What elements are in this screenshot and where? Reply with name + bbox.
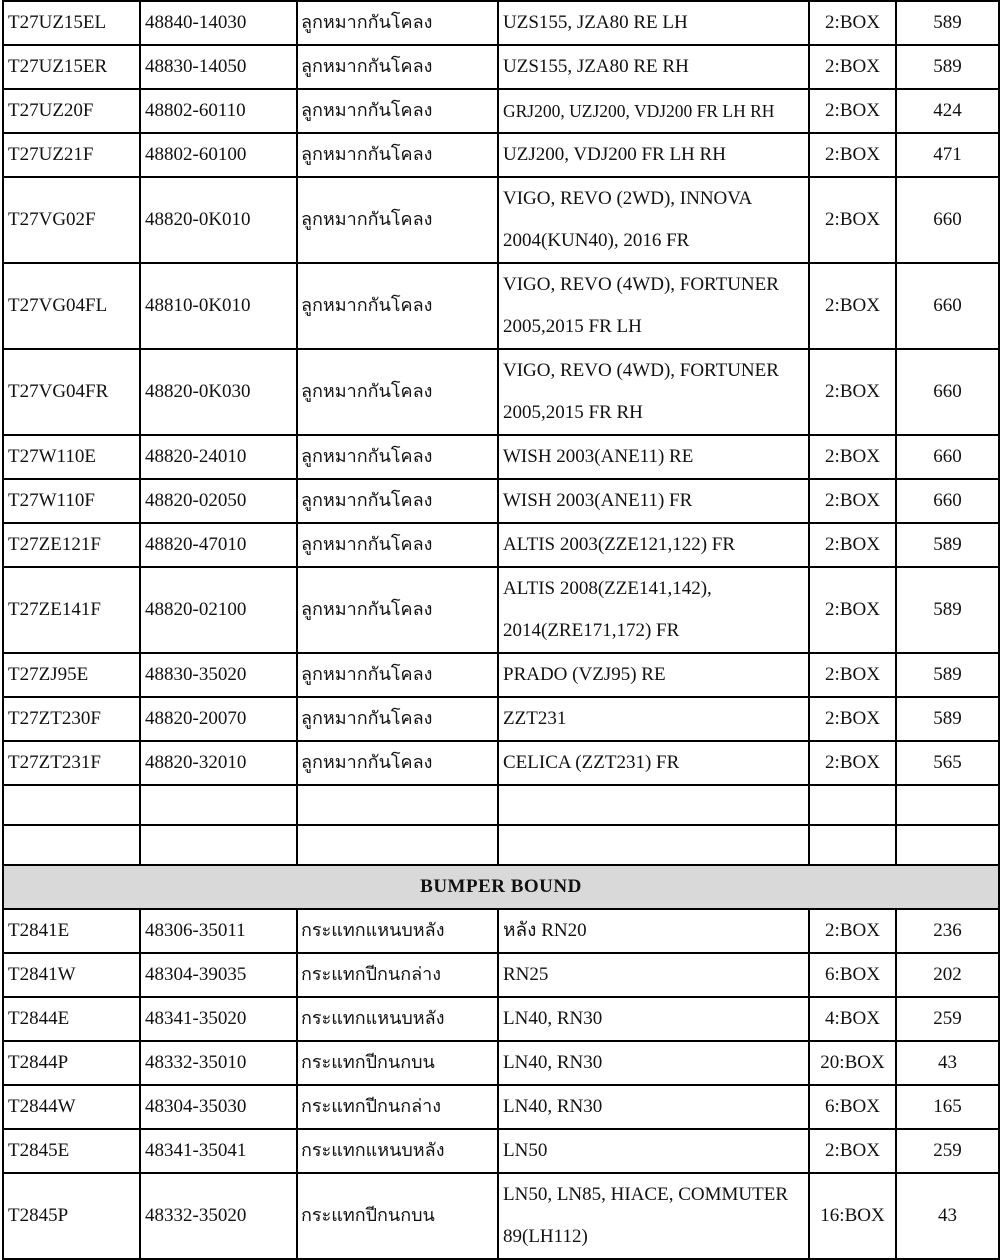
part-code-cell: T27UZ15ER [3,45,140,89]
vehicle-model-cell: VIGO, REVO (4WD), FORTUNER 2005,2015 FR LH [498,263,809,349]
pack-qty-cell: 2:BOX [809,523,896,567]
part-code-cell: T27ZT230F [3,697,140,741]
part-number-cell: 48820-32010 [140,741,297,785]
vehicle-model-cell: WISH 2003(ANE11) FR [498,479,809,523]
vehicle-model-cell: CELICA (ZZT231) FR [498,741,809,785]
part-number-cell: 48332-35010 [140,1041,297,1085]
part-number-cell: 48820-02100 [140,567,297,653]
description-cell: ลูกหมากกันโคลง [297,741,498,785]
part-code-cell: T27VG04FL [3,263,140,349]
price-cell: 259 [896,1129,999,1173]
part-code-cell: T27ZJ95E [3,653,140,697]
part-code-cell: T27W110E [3,435,140,479]
parts-price-table [2,0,1000,1260]
part-number-cell: 48306-35011 [140,909,297,953]
price-cell: 589 [896,45,999,89]
price-cell: 424 [896,89,999,133]
vehicle-model-cell: WISH 2003(ANE11) RE [498,435,809,479]
vehicle-model-cell: ALTIS 2003(ZZE121,122) FR [498,523,809,567]
price-cell: 589 [896,697,999,741]
part-number-cell: 48304-35030 [140,1085,297,1129]
vehicle-model-cell: LN40, RN30 [498,1085,809,1129]
part-code-cell: T27W110F [3,479,140,523]
vehicle-model-cell: VIGO, REVO (2WD), INNOVA 2004(KUN40), 2016 FR [498,177,809,263]
pack-qty-cell: 2:BOX [809,349,896,435]
vehicle-model-cell: หลัง RN20 [498,909,809,953]
description-cell: ลูกหมากกันโคลง [297,1,498,45]
vehicle-model-cell: ZZT231 [498,697,809,741]
table-row [3,1041,999,1085]
part-number-cell: 48802-60110 [140,89,297,133]
description-cell: ลูกหมากกันโคลง [297,263,498,349]
blank-row [3,825,999,865]
vehicle-model-cell: LN50, LN85, HIACE, COMMUTER 89(LH112) [498,1173,809,1259]
description-cell: ลูกหมากกันโคลง [297,177,498,263]
vehicle-model-cell: LN40, RN30 [498,997,809,1041]
description-cell: กระแทกปีกนกล่าง [297,953,498,997]
pack-qty-cell: 2:BOX [809,479,896,523]
pack-qty-cell: 2:BOX [809,741,896,785]
pack-qty-cell: 2:BOX [809,1,896,45]
table-row [3,653,999,697]
price-cell: 660 [896,435,999,479]
part-code-cell: T27ZT231F [3,741,140,785]
part-number-cell: 48810-0K010 [140,263,297,349]
pack-qty-cell: 2:BOX [809,177,896,263]
pack-qty-cell: 2:BOX [809,909,896,953]
part-number-cell: 48341-35020 [140,997,297,1041]
description-cell: ลูกหมากกันโคลง [297,653,498,697]
part-number-cell: 48840-14030 [140,1,297,45]
vehicle-model-cell: GRJ200, UZJ200, VDJ200 FR LH RH [498,89,809,133]
table-row [3,479,999,523]
description-cell: ลูกหมากกันโคลง [297,349,498,435]
part-number-cell: 48830-14050 [140,45,297,89]
table-row [3,953,999,997]
description-cell: ลูกหมากกันโคลง [297,697,498,741]
price-cell: 660 [896,479,999,523]
part-code-cell: T27VG02F [3,177,140,263]
price-cell: 660 [896,263,999,349]
price-cell: 589 [896,523,999,567]
vehicle-model-cell: VIGO, REVO (4WD), FORTUNER 2005,2015 FR RH [498,349,809,435]
description-cell: กระแทกแหนบหลัง [297,1129,498,1173]
description-cell: ลูกหมากกันโคลง [297,89,498,133]
vehicle-model-cell: ALTIS 2008(ZZE141,142), 2014(ZRE171,172) FR [498,567,809,653]
part-code-cell: T2841W [3,953,140,997]
table-row [3,133,999,177]
description-cell: ลูกหมากกันโคลง [297,523,498,567]
description-cell: ลูกหมากกันโคลง [297,479,498,523]
section-title: BUMPER BOUND [3,865,999,909]
vehicle-model-cell: UZJ200, VDJ200 FR LH RH [498,133,809,177]
part-code-cell: T27ZE121F [3,523,140,567]
vehicle-model-cell: UZS155, JZA80 RE LH [498,1,809,45]
price-cell: 259 [896,997,999,1041]
vehicle-model-cell: LN40, RN30 [498,1041,809,1085]
table-row [3,1085,999,1129]
part-code-cell: T2844W [3,1085,140,1129]
part-number-cell: 48820-02050 [140,479,297,523]
part-code-cell: T27ZE141F [3,567,140,653]
table-row [3,349,999,435]
table-row [3,741,999,785]
price-cell: 43 [896,1041,999,1085]
price-cell: 589 [896,653,999,697]
pack-qty-cell: 16:BOX [809,1173,896,1259]
price-cell: 589 [896,567,999,653]
pack-qty-cell: 2:BOX [809,45,896,89]
description-cell: กระแทกปีกนกล่าง [297,1085,498,1129]
table-row [3,435,999,479]
vehicle-model-cell: PRADO (VZJ95) RE [498,653,809,697]
description-cell: ลูกหมากกันโคลง [297,133,498,177]
price-cell: 236 [896,909,999,953]
table-row [3,177,999,263]
part-number-cell: 48802-60100 [140,133,297,177]
part-code-cell: T27UZ15EL [3,1,140,45]
pack-qty-cell: 2:BOX [809,1129,896,1173]
price-cell: 202 [896,953,999,997]
description-cell: ลูกหมากกันโคลง [297,567,498,653]
part-number-cell: 48820-0K010 [140,177,297,263]
table-body-stabilizer-links [3,1,999,785]
part-code-cell: T27UZ20F [3,89,140,133]
pack-qty-cell: 4:BOX [809,997,896,1041]
part-code-cell: T2844E [3,997,140,1041]
table-row [3,89,999,133]
part-code-cell: T2845E [3,1129,140,1173]
description-cell: ลูกหมากกันโคลง [297,435,498,479]
part-number-cell: 48820-0K030 [140,349,297,435]
part-number-cell: 48820-47010 [140,523,297,567]
part-number-cell: 48341-35041 [140,1129,297,1173]
price-cell: 471 [896,133,999,177]
pack-qty-cell: 2:BOX [809,567,896,653]
description-cell: กระแทกแหนบหลัง [297,909,498,953]
table-body-blank-rows [3,785,999,909]
part-number-cell: 48830-35020 [140,653,297,697]
table-row [3,263,999,349]
table-row [3,1129,999,1173]
part-code-cell: T2841E [3,909,140,953]
table-row [3,1,999,45]
section-header-row [3,865,999,909]
price-cell: 660 [896,349,999,435]
pack-qty-cell: 6:BOX [809,953,896,997]
description-cell: กระแทกแหนบหลัง [297,997,498,1041]
part-number-cell: 48332-35020 [140,1173,297,1259]
pack-qty-cell: 6:BOX [809,1085,896,1129]
price-cell: 565 [896,741,999,785]
table-row [3,45,999,89]
vehicle-model-cell: UZS155, JZA80 RE RH [498,45,809,89]
part-number-cell: 48820-24010 [140,435,297,479]
description-cell: กระแทกปีกนกบน [297,1173,498,1259]
table-row [3,697,999,741]
part-number-cell: 48820-20070 [140,697,297,741]
vehicle-model-cell: LN50 [498,1129,809,1173]
table-row [3,1173,999,1259]
table-body-bumper-bound [3,909,999,1259]
part-code-cell: T2845P [3,1173,140,1259]
description-cell: กระแทกปีกนกบน [297,1041,498,1085]
vehicle-model-cell: RN25 [498,953,809,997]
description-cell: ลูกหมากกันโคลง [297,45,498,89]
price-cell: 589 [896,1,999,45]
table-row [3,997,999,1041]
table-row [3,523,999,567]
part-code-cell: T27VG04FR [3,349,140,435]
part-code-cell: T27UZ21F [3,133,140,177]
pack-qty-cell: 2:BOX [809,697,896,741]
table-row [3,909,999,953]
price-cell: 43 [896,1173,999,1259]
price-cell: 165 [896,1085,999,1129]
table-row [3,567,999,653]
blank-row [3,785,999,825]
pack-qty-cell: 2:BOX [809,435,896,479]
pack-qty-cell: 2:BOX [809,133,896,177]
price-cell: 660 [896,177,999,263]
part-code-cell: T2844P [3,1041,140,1085]
part-number-cell: 48304-39035 [140,953,297,997]
pack-qty-cell: 20:BOX [809,1041,896,1085]
pack-qty-cell: 2:BOX [809,89,896,133]
pack-qty-cell: 2:BOX [809,263,896,349]
pack-qty-cell: 2:BOX [809,653,896,697]
